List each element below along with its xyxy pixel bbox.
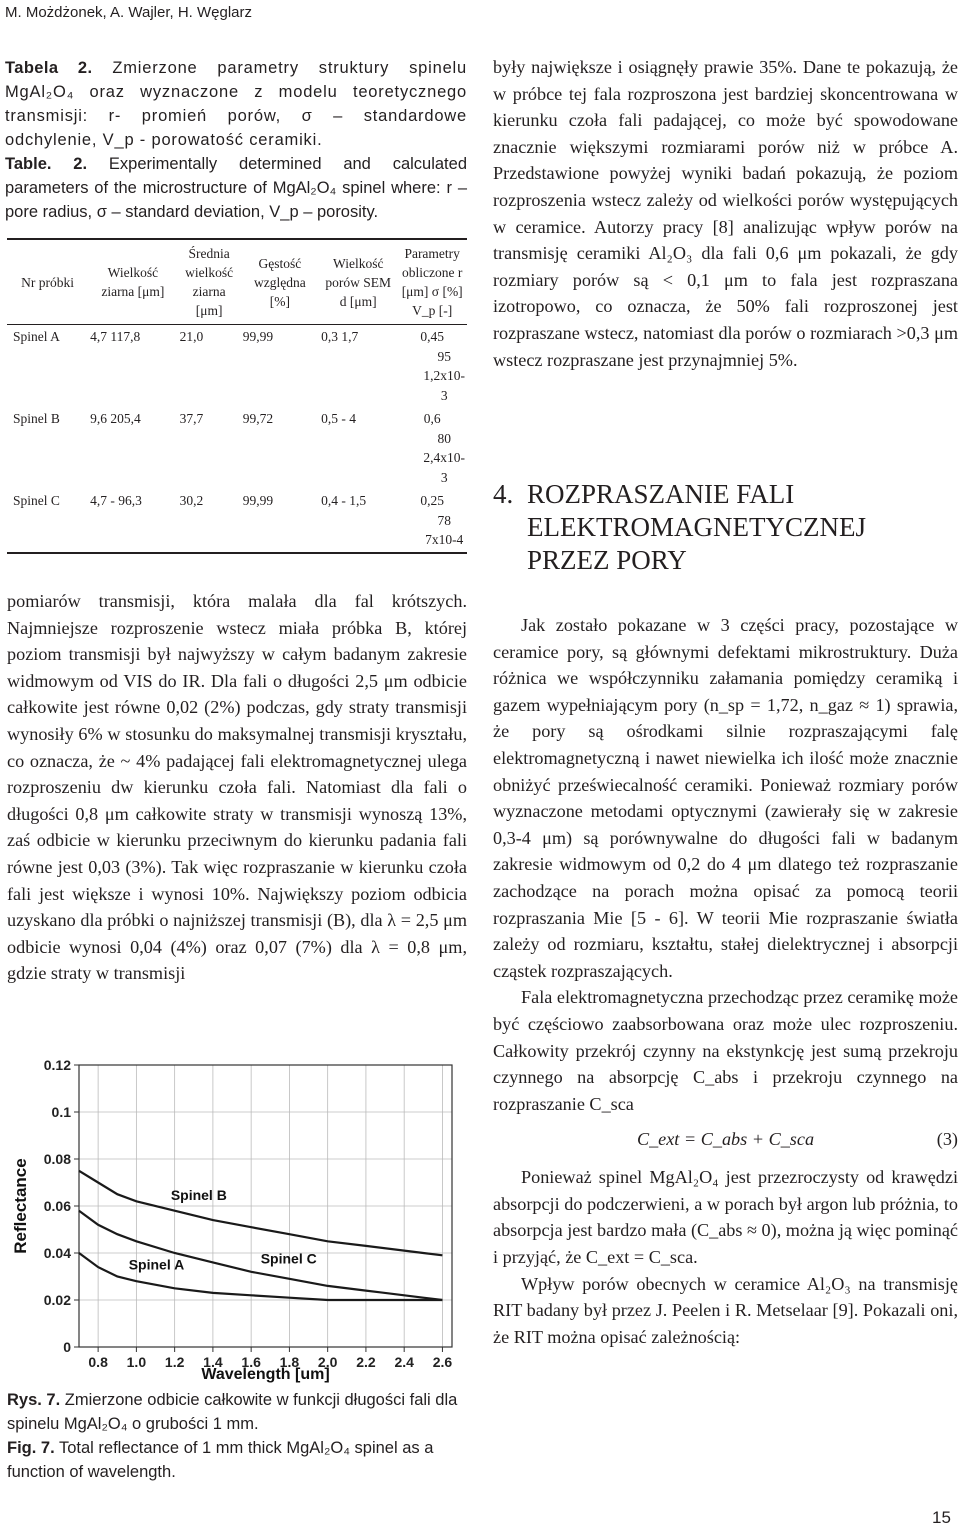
right-main-text: [493, 612, 958, 1350]
param-sigma: 80: [437, 430, 451, 446]
figure-caption-en: [7, 1436, 469, 1484]
table-header-row: [7, 239, 467, 325]
paragraph-rit: Wpływ porów obecnych w ceramice Al₂O₃ na transmisję RIT badany był przez J. Peelen i R. Metselaar [9]. Pokazali oni, że RIT można opisać zależnością:: [493, 1273, 958, 1347]
x-tick-label: 0.8: [88, 1354, 108, 1370]
x-tick-label: 1.4: [203, 1354, 223, 1370]
x-tick-label: 1.2: [164, 1354, 185, 1370]
col-pores: Wielkość porów SEM d [μm]: [319, 239, 397, 325]
param-sigma: 95: [437, 348, 451, 364]
equation-expression: C_ext = C_abs + C_sca: [636, 1129, 815, 1150]
paragraph-extinction: Fala elektromagnetyczna przechodząc przez ceramikę może być częściowo zaabsorbowana oraz może ulec rozproszeniu. Całkowity przekrój czynny na ekstynkcję jest sumą przekroju czynnego na absorpcję C_abs i przekroju czynnego na rozpraszanie C_sca: [493, 987, 958, 1114]
table-row: [7, 407, 467, 489]
table-caption-en: [5, 152, 467, 224]
equation-label: (3): [936, 1129, 958, 1150]
cell-params: [397, 407, 467, 489]
x-tick-label: 2.0: [317, 1354, 338, 1370]
equation-3: [493, 1129, 958, 1150]
reflectance-chart: [4, 1057, 464, 1387]
cell-params: [397, 489, 467, 553]
param-r: 0,25: [420, 493, 444, 508]
cell-avg-grain: 21,0: [179, 329, 204, 344]
left-paragraph: pomiarów transmisji, która malała dla fal krótszych. Najmniejsze rozproszenie wstecz miała próbka B, której poziom transmisji był najwyższy w całym badanym zakresie widmowym od VIS do IR. Dla fali o długości 2,5 μm odbicie całkowite jest równe 0,02 (2%) podczas, gdy straty transmisji wynosiły 6% w stosunku do maksymalnej transmisji kryształu, co oznacza, że ~ 4% padającej fali elektromagnetycznej ulega rozproszeniu dw kierunku czoła fali. Natomiast dla fali o długości 0,8 μm całkowite straty w transmisji wynoszą 13%, zaś odbicie w kierunku przeciwnym do kierunku padania fali równe jest 0,03 (3%). Tak więc rozpraszanie w kierunku czoła fali jest większe i wynosi 10%. Największy poziom odbicia uzyskano dla próbki o najniższej transmisji (B), dla λ = 2,5 μm odbicie wynosi 0,04 (4%) oraz 0,07 (7%) dla λ = 0,8 μm, gdzie straty w transmisji: [7, 591, 467, 984]
cell-sample: Spinel A: [13, 329, 60, 344]
x-tick-label: 2.6: [432, 1354, 453, 1370]
figure-text-pl: Zmierzone odbicie całkowite w funkcji długości fali dla spinelu MgAl₂O₄ o grubości 1 mm.: [7, 1391, 458, 1433]
col-avg-grain: Średnia wielkość ziarna [μm]: [178, 239, 241, 325]
paragraph-pores: Jak zostało pokazane w 3 części pracy, pozostające w ceramice pory, są głównymi defektami mikrostruktury. Duża różnica we współczynniku załamania pomiędzy ceramiką i gazem wypełniającym pory (n_sp = 1,72, n_gaz ≈ 1) sprawia, że pory są ośrodkami silnie rozpraszającymi falę elektromagnetyczną i nawet niewielka ich ilość może znacznie obniżyć przeświecalność ceramiki. Ponieważ rozmiary porów wyznaczone metodami optycznymi (zawierały się w zakresie 0,3-4 μm) są porównywalne do długości fali w badanym zakresie widmowym od 0,2 do 4 μm dlatego też rozpraszanie zachodzące na porach można opisać za pomocą teorii rozpraszania Mie [5 - 6]. W teorii Mie rozpraszanie światła zależy od rozmiaru, kształtu, stałej dielektrycznej i absorpcji cząstek rozpraszających.: [493, 615, 958, 981]
y-tick-label: 0.06: [43, 1198, 71, 1214]
page-number: 15: [932, 1508, 951, 1527]
param-vp: 2,4x10-3: [423, 450, 465, 485]
running-header: M. Możdżonek, A. Wajler, H. Węglarz: [5, 4, 253, 21]
cell-grain: 4,7 - 96,3: [90, 493, 142, 508]
table-caption: [5, 56, 467, 224]
cell-params: [397, 325, 467, 408]
caption-label-pl: Tabela 2.: [5, 59, 93, 77]
cell-grain: 9,6 205,4: [90, 411, 141, 426]
section-heading: [493, 478, 958, 577]
section-number: 4.: [493, 479, 514, 509]
x-tick-label: 1.8: [279, 1354, 300, 1370]
y-tick-label: 0.1: [51, 1104, 71, 1120]
series-label: Spinel A: [128, 1256, 185, 1273]
figure-label-en: Fig. 7.: [7, 1439, 55, 1457]
table-row: [7, 325, 467, 408]
param-r: 0,6: [423, 411, 441, 426]
y-tick-label: 0.02: [43, 1292, 71, 1308]
cell-pores: 0,3 1,7: [321, 329, 359, 344]
col-params: Parametry obliczone r [μm] σ [%] V_p [-]: [397, 239, 467, 325]
param-vp: 7x10-4: [425, 532, 464, 547]
y-tick-label: 0.04: [43, 1245, 71, 1261]
cell-density: 99,99: [242, 329, 274, 344]
cell-pores: 0,4 - 1,5: [321, 493, 367, 508]
y-tick-label: 0: [63, 1339, 71, 1355]
right-top-paragraph: były największe i osiągnęły prawie 35%. Dane te pokazują, że w próbce tej fala rozproszona jest bardziej skoncentrowana w kierunku czoła fali padającej, co może być spowodowane znacznie większymi rozmiarami porów niż w próbce A. Przedstawione powyżej wyniki badań pokazują, że poziom rozproszenia wstecz zależy od wielkości porów występujących w ceramice. Autorzy pracy [8] analizując wpływ porów na transmisję ceramiki Al₂O₃ dla fali 0,6 μm pokazali, że gdy rozmiary porów są < 0,1 μm to fala jest rozpraszana izotropowo, co oznacza, że 50% fali rozproszonej jest rozpraszane wstecz, natomiast dla porów o rozmiarach >0,3 μm wstecz rozpraszane jest przynajmniej 5%.: [493, 57, 958, 370]
figure-caption: [7, 1388, 469, 1484]
parameters-table: [7, 238, 467, 554]
y-axis-label: Reflectance: [11, 1158, 30, 1254]
figure-caption-pl: [7, 1388, 469, 1436]
y-tick-label: 0.08: [43, 1151, 71, 1167]
col-density: Gęstość względna [%]: [241, 239, 319, 325]
series-label: Spinel B: [170, 1186, 227, 1203]
x-tick-label: 2.2: [356, 1354, 376, 1370]
section-title-line-1: ROZPRASZANIE FALI: [527, 479, 795, 509]
x-tick-label: 1.6: [241, 1354, 261, 1370]
param-sigma: 78: [437, 512, 451, 528]
cell-density: 99,99: [242, 493, 274, 508]
section-heading-line-1: [493, 478, 958, 511]
caption-text-en: Experimentally determined and calculated parameters of the microstructure of MgAl₂O₄ spinel where: r – pore radius, σ – standard deviation, V_p – porosity.: [5, 155, 467, 221]
chart-background: [4, 1057, 464, 1387]
caption-text-pl: Zmierzone parametry struktury spinelu MgAl₂O₄ oraz wyznaczone z modelu teoretycznego transmisji: r- promień porów, σ – standardowe odchylenie, V_p - porowatość ceramiki.: [5, 59, 467, 149]
series-label: Spinel C: [260, 1250, 317, 1267]
figure-text-en: Total reflectance of 1 mm thick MgAl₂O₄ spinel as a function of wavelength.: [7, 1439, 434, 1481]
cell-avg-grain: 37,7: [179, 411, 204, 426]
x-tick-label: 1.0: [126, 1354, 147, 1370]
paragraph-absorption: Ponieważ spinel MgAl₂O₄ jest przezroczysty od krawędzi absorpcji do podczerwieni, a w porach był argon lub próżnia, to absorpcja jest bardzo mała (C_abs ≈ 0), można ją więc pominąć i przyjąć, że C_ext = C_sca.: [493, 1167, 959, 1268]
cell-grain: 4,7 117,8: [90, 329, 141, 344]
y-tick-label: 0.12: [43, 1057, 71, 1073]
x-axis-label: Wavelength [um]: [201, 1366, 330, 1383]
param-r: 0,45: [420, 329, 444, 344]
caption-label-en: Table. 2.: [5, 155, 88, 173]
cell-density: 99,72: [242, 411, 274, 426]
col-sample: Nr próbki: [7, 239, 88, 325]
cell-sample: Spinel B: [13, 411, 60, 426]
param-vp: 1,2x10-3: [423, 368, 465, 403]
section-title-line-2: ELEKTROMAGNETYCZNEJ: [527, 512, 866, 542]
section-title-line-3: PRZEZ PORY: [527, 545, 687, 575]
figure-label-pl: Rys. 7.: [7, 1391, 61, 1409]
x-tick-label: 2.4: [394, 1354, 414, 1370]
cell-pores: 0,5 - 4: [321, 411, 356, 426]
table-row: [7, 489, 467, 553]
table-caption-pl: [5, 56, 467, 152]
col-grain: Wielkość ziarna [μm]: [88, 239, 177, 325]
cell-avg-grain: 30,2: [179, 493, 204, 508]
cell-sample: Spinel C: [13, 493, 60, 508]
